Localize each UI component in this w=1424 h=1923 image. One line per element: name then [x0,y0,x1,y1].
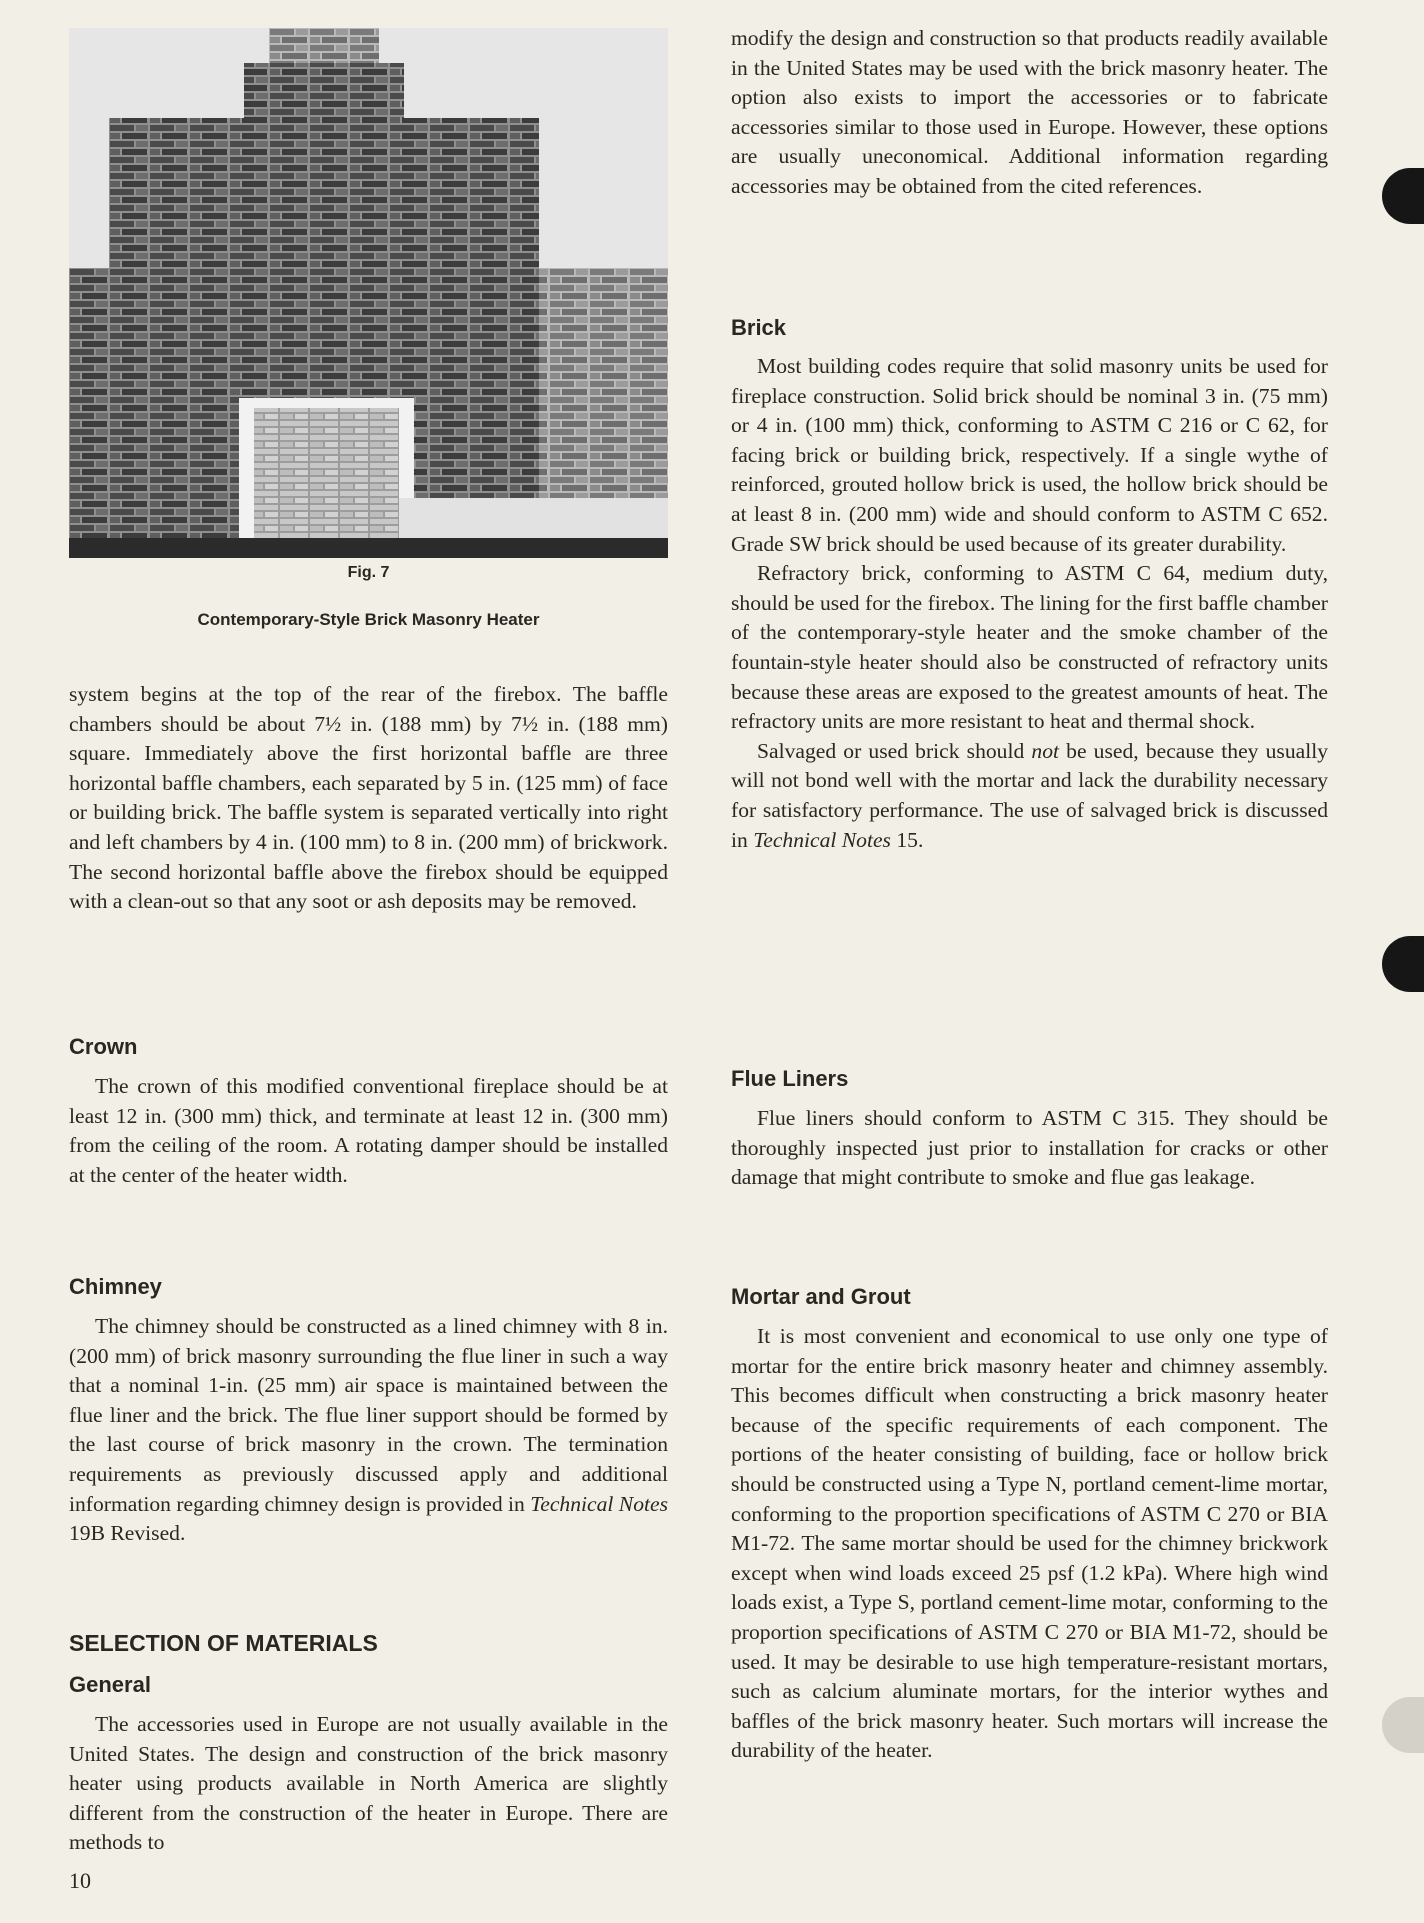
flue-liners-text: Flue liners should conform to ASTM C 315. They should be thoroughly inspected just prior to installation for cracks or other damage that might contribute to smoke and flue gas leakage. [731,1106,1328,1190]
mortar-paragraph [731,1322,1328,1766]
technical-notes-reference: Technical Notes [530,1491,668,1516]
flue-liners-paragraph [731,1104,1328,1193]
crown-paragraph [69,1072,668,1190]
general-heading: General [69,1672,151,1697]
figure-photo [69,28,668,558]
mortar-text: It is most convenient and economical to use only one type of mortar for the entire brick masonry heater and chimney assembly. This becomes difficult when constructing a brick masonry heater because of the specific requirements of each component. The portions of the heater consisting of building, face or hollow brick should be constructed using a Type N, portland cement-lime mortar, conforming to the proportion specifications of ASTM C 270 or BIA M1-72. The same mortar should be used for the chimney brickwork except when wind loads exceed 25 psf (1.2 kPa). Where high wind loads exist, a Type S, portland cement-lime motar, conforming to the proportion specifications of ASTM C 270 or BIA M1-72, should be used. It may be desirable to use high temperature-resistant mortars, such as calcium aluminate mortars, for the interior wythes and baffles of the brick masonry heater. Such mortars will increase the durability of the heater. [731,1324,1328,1763]
crown-text: The crown of this modified conventional fireplace should be at least 12 in. (300 mm) thick, and terminate at least 12 in. (300 mm) from the ceiling of the room. A rotating damper should be installed at the center of the heater width. [69,1074,668,1187]
crown-heading: Crown [69,1034,138,1059]
mortar-heading: Mortar and Grout [731,1284,911,1309]
brick-text-2: Refractory brick, conforming to ASTM C 64, medium duty, should be used for the firebox. The lining for the first baffle chamber of the contemporary-style heater and the smoke chamber of the fountain-style heater should also be constructed of refractory units because these areas are exposed to the greatest amounts of heat. The refractory units are more resistant to heat and thermal shock. [731,561,1328,734]
chimney-paragraph [69,1312,668,1549]
binder-tab-marker [1382,1697,1424,1753]
chimney-text: The chimney should be constructed as a lined chimney with 8 in. (200 mm) of brick masonry surrounding the flue liner in such a way that a nominal 1-in. (25 mm) air space is maintained between the flue liner and the brick. The flue liner support should be formed by the last course of brick masonry in the crown. The termination requirements as previously discussed apply and additional information regarding chimney design is provided in Technical Notes 19B Revised. [69,1314,668,1546]
page-number: 10 [69,1868,91,1893]
binder-tab-marker [1382,168,1424,224]
binder-tab-marker [1382,936,1424,992]
general-paragraph [69,1710,668,1858]
flue-liners-heading: Flue Liners [731,1066,849,1091]
brick-text-1: Most building codes require that solid masonry units be used for fireplace construction. Solid brick should be nominal 3 in. (75 mm) or 4 in. (100 mm) thick, conforming to ASTM C 216 or C 62, for facing brick or building brick, respectively. If a single wythe of reinforced, grouted hollow brick is used, the hollow brick should be at least 8 in. (200 mm) wide and should conform to ASTM C 652. Grade SW brick should be used because of its greater durability. [731,354,1328,556]
general-continued [731,24,1328,202]
brick-heading: Brick [731,315,787,340]
figure-label: Fig. 7 [347,564,390,581]
technical-notes-reference: Technical Notes [753,827,891,852]
chimney-heading: Chimney [69,1274,162,1299]
intro-paragraph [69,680,668,917]
emphasis-not: not [1031,738,1060,763]
general-text: The accessories used in Europe are not usually available in the United States. The design and construction of the brick masonry heater using products available in North America are slightly different from the construction of the heater in Europe. There are methods to [69,1712,668,1855]
section-heading-selection: SELECTION OF MATERIALS [69,1630,378,1656]
intro-text: system begins at the top of the rear of the firebox. The baffle chambers should be about 7½ in. (188 mm) by 7½ in. (188 mm) square. Immediately above the first horizontal baffle are three horizontal baffle chambers, each separated by 5 in. (125 mm) of face or building brick. The baffle system is separated vertically into right and left chambers by 4 in. (100 mm) to 8 in. (200 mm) of brickwork. The second horizontal baffle above the firebox should be equipped with a clean-out so that any soot or ash deposits may be removed. [69,682,668,914]
general-continued-text: modify the design and construction so that products readily available in the United States may be used with the brick masonry heater. The option also exists to import the accessories or to fabricate accessories similar to those used in Europe. However, these options are usually uneconomical. Additional information regarding accessories may be obtained from the cited references. [731,26,1328,198]
brick-paragraphs [731,352,1328,855]
brick-text-3: Salvaged or used brick should not be used, because they usually will not bond well with the mortar and lack the durability necessary for satisfactory performance. The use of salvaged brick is discussed in Technical Notes 15. [731,738,1328,852]
figure-caption: Contemporary-Style Brick Masonry Heater [197,610,540,629]
